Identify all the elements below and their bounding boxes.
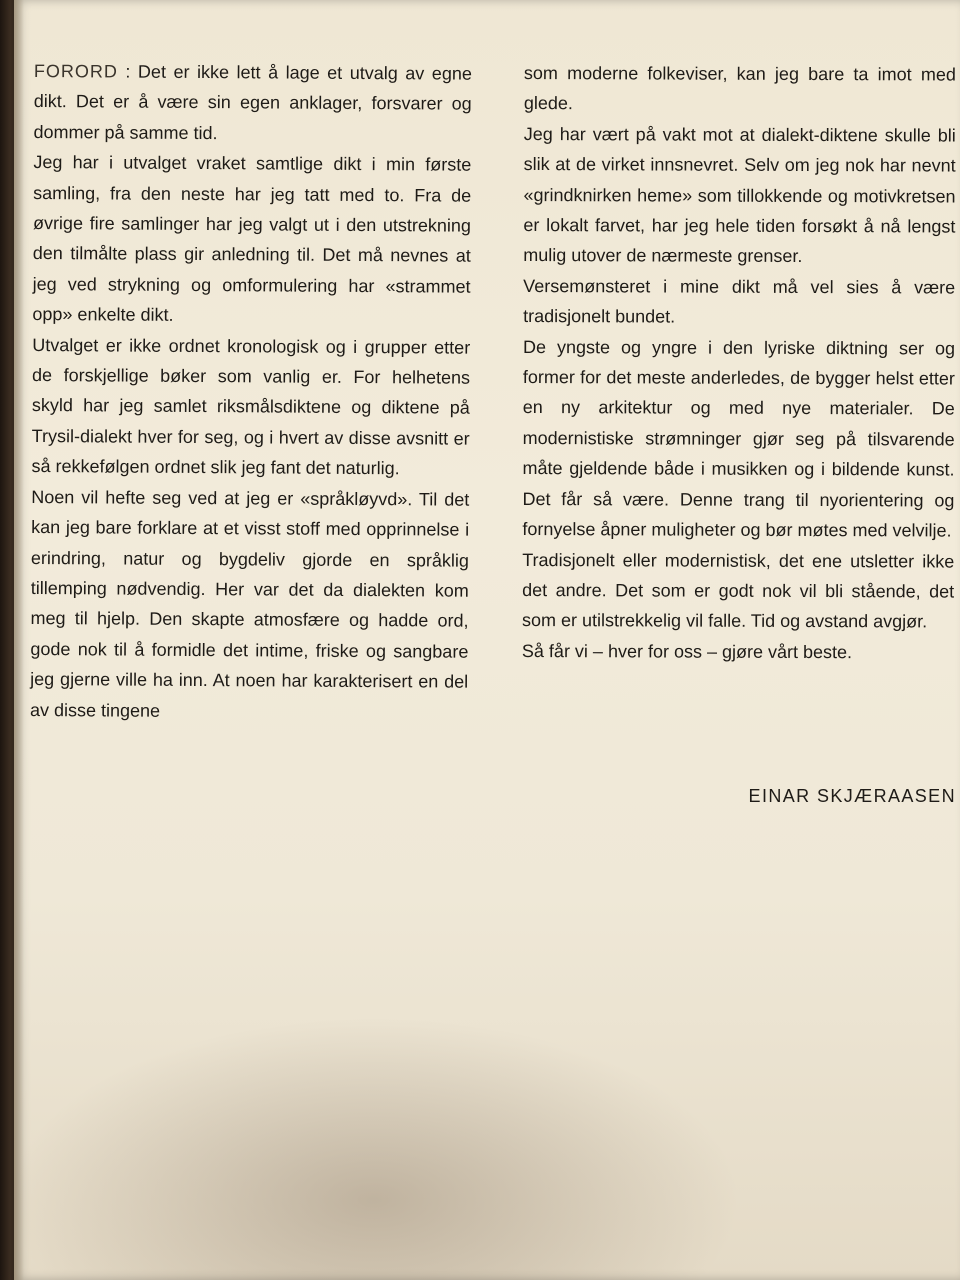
foreword-heading: FORORD (33, 60, 118, 82)
author-signature: EINAR SKJÆRAASEN (748, 786, 956, 806)
paragraph: Versemønsteret i mine dikt må vel sies å være tradisjonelt bundet. (523, 275, 956, 327)
heading-colon: : (117, 61, 139, 82)
left-text-column (30, 56, 472, 728)
paragraph: Noen vil hefte seg ved at jeg er «språkløyvd». Til det kan jeg bare forklare at et visst stoff med opprinnelse i erindring, natur og bygdeliv gjorde en språklig tillemping nødvendig. Her var det da dialekten kom meg til hjelp. Den skapte atmosfære og hadde ord, gode nok til å formidle det intime, friske og sangbare jeg gjerne ville ha inn. At noen har karakterisert en del av disse tingene (29, 486, 470, 721)
paragraph-text: Det er ikke lett å lage et utvalg av egne dikt. Det er å være sin egen anklager, forsvarer og dommer på samme tid. (33, 61, 472, 143)
paragraph: Jeg har vært på vakt mot at dialekt-diktene skulle bli slik at de virket innsnevret. Selv om jeg nok har nevnt «grindknirken heme» som tillokkende og motivkretsen er lokalt farvet, har jeg hele tiden forsøkt å nå lengst mulig utover de nærmeste grenser. (523, 123, 956, 267)
paragraph-intro (33, 56, 472, 150)
paragraph: som moderne folkeviser, kan jeg bare ta imot med glede. (523, 62, 956, 114)
paragraph: De yngste og yngre i den lyriske diktning ser og former for det meste anderledes, de bygger helst etter en ny arkitektur og med nye materialer. De modernistiske strømninger gjør seg på tilsvarende måte gjeldende både i musikken og i bildende kunst. Det får så være. Denne trang til nyorientering og fornyelse åpner muligheter og bør møtes med velvilje. (522, 336, 956, 541)
paragraph: Jeg har i utvalget vraket samtlige dikt i min første samling, fra den neste har jeg tatt med to. Fra de øvrige fire samlinger har jeg valgt ut i den utstrekning den tilmålte plass gir anledning til. Det må nevnes at jeg ved strykning og omformulering har «strammet opp» enkelte dikt. (32, 152, 472, 326)
book-page (14, 0, 960, 1280)
paragraph: Så får vi – hver for oss – gjøre vårt beste. (521, 640, 853, 662)
paragraph: Tradisjonelt eller modernistisk, det ene utsletter ikke det andre. Det som er godt nok vil bli stående, det som er utilstrekkelig vil falle. Tid og avstand avgjør. (522, 549, 955, 632)
paragraph: Utvalget er ikke ordnet kronologisk og i grupper etter de forskjellige bøker som vanlig er. For helhetens skyld har jeg samlet riksmålsdiktene og diktene på Trysil-dialekt hver for seg, og i hvert av disse avsnitt er så rekkefølgen ordnet slik jeg fant det naturlig. (31, 334, 471, 479)
right-text-column (522, 58, 956, 668)
